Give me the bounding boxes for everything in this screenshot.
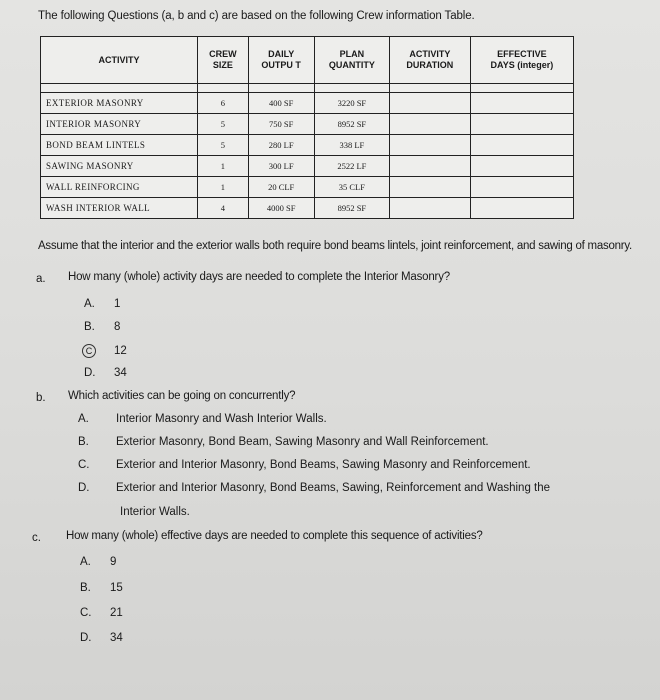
header-eff-line2: DAYS (integer) [490, 60, 554, 70]
table-row [41, 93, 574, 114]
option-text: Interior Masonry and Wash Interior Walls. [116, 413, 327, 425]
header-plan-quantity [314, 37, 389, 84]
cell-output: 4000 SF [248, 198, 314, 219]
cell-effective[interactable] [470, 177, 573, 198]
header-crew-line2: SIZE [212, 60, 233, 70]
cell-crew: 1 [198, 177, 248, 198]
option-text: 12 [114, 345, 127, 357]
option-text: 15 [110, 582, 123, 594]
cell-quantity: 338 LF [314, 135, 389, 156]
cell-output: 20 CLF [248, 177, 314, 198]
option-b-A[interactable] [78, 413, 327, 425]
question-a-letter: a. [36, 273, 46, 285]
option-text: 21 [110, 607, 123, 619]
option-b-B[interactable] [78, 436, 489, 448]
option-c-C[interactable] [80, 607, 123, 619]
option-c-A[interactable] [80, 556, 116, 568]
option-c-D[interactable] [80, 632, 123, 644]
option-text: Exterior Masonry, Bond Beam, Sawing Masonry and Wall Reinforcement. [116, 436, 489, 448]
question-b-letter: b. [36, 392, 46, 404]
cell-duration[interactable] [389, 198, 470, 219]
option-text: Exterior and Interior Masonry, Bond Beams, Sawing Masonry and Reinforcement. [116, 459, 531, 471]
option-label: C. [78, 459, 90, 471]
table-row [41, 135, 574, 156]
header-activity-duration [389, 37, 470, 84]
option-a-C-circled[interactable] [84, 344, 127, 358]
header-qty-line1: PLAN [339, 49, 365, 59]
cell-crew: 1 [198, 156, 248, 177]
cell-effective[interactable] [470, 156, 573, 177]
cell-duration[interactable] [389, 93, 470, 114]
cell-quantity: 8952 SF [314, 114, 389, 135]
header-crew-size [198, 37, 248, 84]
option-text: 34 [114, 367, 127, 379]
option-a-B[interactable] [84, 321, 120, 333]
option-text: 9 [110, 556, 117, 568]
crew-information-table [40, 36, 574, 219]
header-eff-line1: EFFECTIVE [497, 49, 547, 59]
cell-crew: 6 [198, 93, 248, 114]
table-row [41, 114, 574, 135]
option-label: B. [80, 582, 91, 594]
cell-crew: 5 [198, 135, 248, 156]
cell-effective[interactable] [470, 114, 573, 135]
cell-activity: WASH INTERIOR WALL [41, 198, 198, 219]
option-text: 8 [114, 321, 121, 333]
cell-activity: INTERIOR MASONRY [41, 114, 198, 135]
option-label: D. [78, 482, 90, 494]
option-label: D. [80, 632, 92, 644]
header-qty-line2: QUANTITY [328, 60, 375, 70]
cell-effective[interactable] [470, 93, 573, 114]
option-label: A. [84, 298, 95, 310]
circled-answer-mark: C [82, 344, 96, 358]
option-label: D. [84, 367, 96, 379]
option-b-D-continued: Interior Walls. [120, 506, 190, 518]
question-c-letter: c. [32, 532, 41, 544]
cell-quantity: 3220 SF [314, 93, 389, 114]
table-header-row [41, 37, 574, 84]
cell-duration[interactable] [389, 156, 470, 177]
option-text: Exterior and Interior Masonry, Bond Beams, Sawing, Reinforcement and Washing the [116, 482, 551, 494]
cell-activity: SAWING MASONRY [41, 156, 198, 177]
cell-duration[interactable] [389, 177, 470, 198]
cell-activity: WALL REINFORCING [41, 177, 198, 198]
option-c-B[interactable] [80, 582, 123, 594]
option-label: A. [80, 556, 91, 568]
cell-duration[interactable] [389, 114, 470, 135]
question-b-text: Which activities can be going on concurrently? [68, 390, 296, 402]
cell-crew: 4 [198, 198, 248, 219]
option-text: 34 [110, 632, 123, 644]
option-b-D[interactable] [78, 482, 550, 494]
cell-output: 750 SF [248, 114, 314, 135]
cell-output: 400 SF [248, 93, 314, 114]
assumption-text: Assume that the interior and the exterior walls both require bond beams lintels, joint reinforcement, and sawing of masonry. [38, 240, 632, 252]
cell-duration[interactable] [389, 135, 470, 156]
header-dur-line1: ACTIVITY [409, 49, 451, 59]
question-a-text: How many (whole) activity days are needed to complete the Interior Masonry? [68, 271, 450, 283]
cell-effective[interactable] [470, 135, 573, 156]
header-activity: ACTIVITY [41, 37, 198, 84]
table-row [41, 177, 574, 198]
option-text: 1 [114, 298, 121, 310]
table-row [41, 156, 574, 177]
option-label: B. [84, 321, 95, 333]
table-gap-row [41, 84, 574, 93]
cell-crew: 5 [198, 114, 248, 135]
header-effective-days [470, 37, 573, 84]
option-a-D[interactable] [84, 367, 127, 379]
header-dur-line2: DURATION [406, 60, 454, 70]
option-label: A. [78, 413, 89, 425]
question-c-text: How many (whole) effective days are needed to complete this sequence of activities? [66, 530, 483, 542]
header-crew-line1: CREW [209, 49, 237, 59]
intro-text: The following Questions (a, b and c) are based on the following Crew information Table. [38, 10, 475, 22]
cell-quantity: 2522 LF [314, 156, 389, 177]
cell-activity: EXTERIOR MASONRY [41, 93, 198, 114]
header-output-line1: DAILY [268, 49, 295, 59]
table-row [41, 198, 574, 219]
cell-activity: BOND BEAM LINTELS [41, 135, 198, 156]
option-b-C[interactable] [78, 459, 531, 471]
header-daily-output [248, 37, 314, 84]
cell-output: 280 LF [248, 135, 314, 156]
option-label: B. [78, 436, 89, 448]
cell-output: 300 LF [248, 156, 314, 177]
header-output-line2: OUTPU T [261, 60, 301, 70]
cell-quantity: 35 CLF [314, 177, 389, 198]
option-label: C. [80, 607, 92, 619]
cell-quantity: 8952 SF [314, 198, 389, 219]
cell-effective[interactable] [470, 198, 573, 219]
option-a-A[interactable] [84, 298, 120, 310]
